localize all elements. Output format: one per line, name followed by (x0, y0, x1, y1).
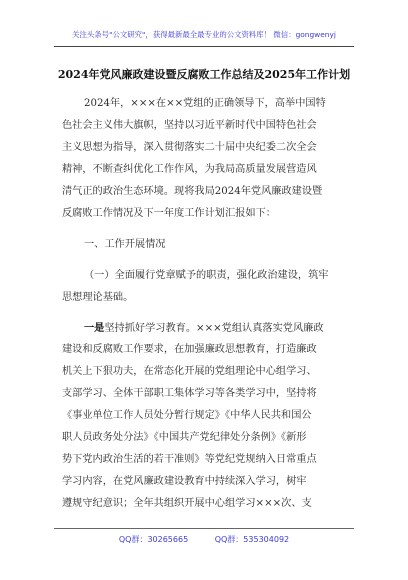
item-line: 势下党内政治生活的若干准则》等党纪党规纳入日常重点 (62, 454, 317, 465)
item-line (84, 321, 350, 336)
footer-qq-group-1: QQ群：30265665 (118, 535, 189, 544)
subsection-line: （一）全面履行党章赋予的职责，强化政治建设，筑牢 (84, 270, 329, 281)
paragraph-line: 反腐败工作情况及下一年度工作计划汇报如下： (62, 208, 276, 219)
footer-qq-group-2: QQ群：535304092 (214, 535, 290, 544)
item-line: 建设和反腐败工作要求，在加强廉政思想教育，打造廉政 (62, 344, 317, 355)
document-title: 2024年党风廉政建设暨反腐败工作总结及2025年工作计划 (57, 68, 351, 81)
footer (0, 534, 408, 545)
paragraph-line: 主义思想为指导，深入贯彻落实二十届中央纪委二次全会 (62, 142, 317, 153)
header-divider (54, 46, 354, 47)
subsection-line: 思想理论基础。 (62, 292, 134, 303)
paragraph-line: 色社会主义伟大旗帜，坚持以习近平新时代中国特色社会 (62, 120, 317, 131)
item-lead: 一是 (84, 322, 105, 334)
header-note: 关注头条号"公文研究"，获得最新最全最专业的公文资料库！ 微信：gongwenyj (72, 30, 336, 39)
item-line: 《事业单位工作人员处分暂行规定》《中华人民共和国公 (62, 410, 312, 421)
item-line: 支部学习、全体干部职工集体学习等各类学习中，坚持将 (62, 388, 317, 399)
footer-divider (54, 528, 354, 529)
section-heading: 一、工作开展情况 (84, 239, 166, 250)
paragraph-line: 精神，不断查纠优化工作作风，为我局高质量发展营造风 (62, 164, 317, 175)
item-text: 坚持抓好学习教育。×××党组认真落实党风廉政 (104, 323, 324, 334)
item-line: 机关上下狠功夫，在常态化开展的党组理论中心组学习、 (62, 366, 317, 377)
paragraph-line: 2024年，×××在××党组的正确领导下，高举中国特 (84, 98, 326, 109)
item-line: 遵规守纪意识；全年共组织开展中心组学习×××次、支 (62, 498, 312, 509)
paragraph-line: 清气正的政治生态环境。现将我局2024年党风廉政建设暨 (62, 186, 323, 197)
item-line: 职人员政务处分法》《中国共产党纪律处分条例》《新形 (62, 432, 307, 443)
item-line: 学习内容，在党风廉政建设教育中持续深入学习，树牢 (62, 476, 307, 487)
